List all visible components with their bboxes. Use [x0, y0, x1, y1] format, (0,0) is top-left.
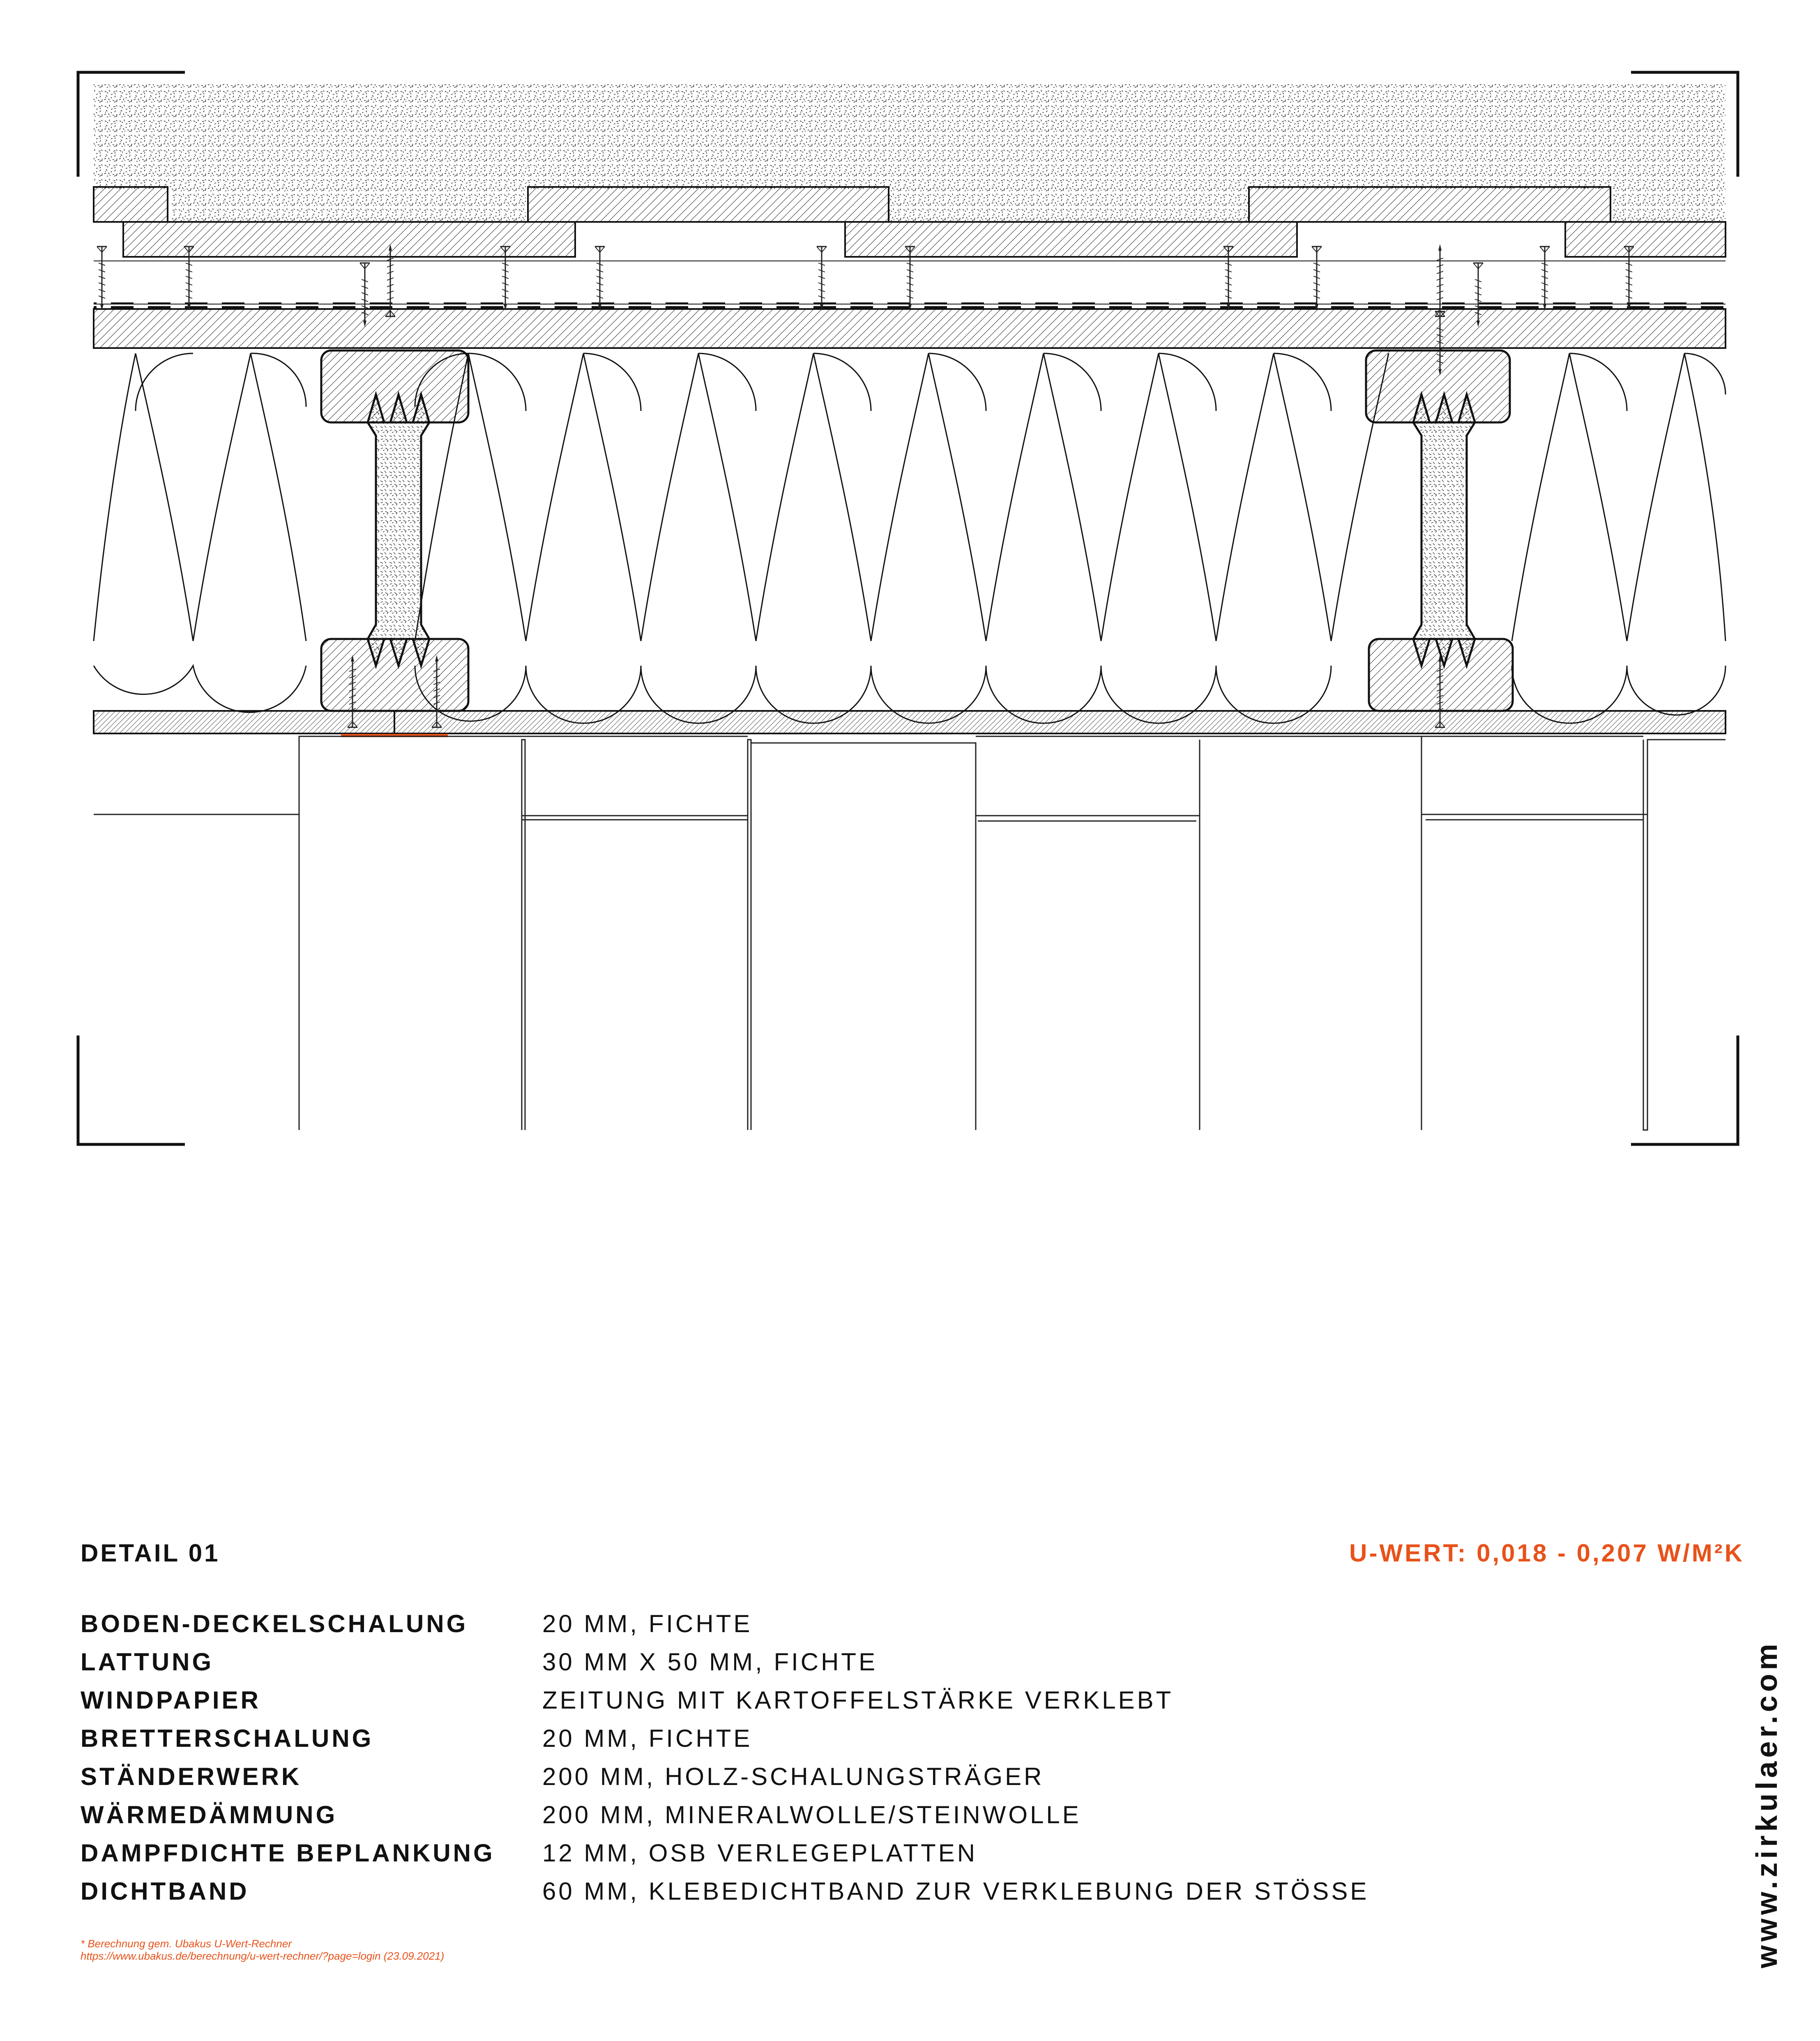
- layer-name: STÄNDERWERK: [81, 1763, 302, 1790]
- layer-spec: 60 MM, KLEBEDICHTBAND ZUR VERKLEBUNG DER STÖSSE: [542, 1877, 1369, 1905]
- table-row: [81, 1796, 1369, 1834]
- table-row: [81, 1605, 1369, 1643]
- table-row: [81, 1834, 1369, 1872]
- exterior-zone: [94, 84, 1726, 189]
- layer-spec: 200 MM, HOLZ-SCHALUNGSTRÄGER: [542, 1763, 1044, 1790]
- table-row: [81, 1719, 1369, 1757]
- staenderwerk-left: [321, 351, 468, 711]
- footnote: [81, 1937, 444, 1962]
- table-row: [81, 1681, 1369, 1719]
- table-row: [81, 1757, 1369, 1796]
- layer-name: BRETTERSCHALUNG: [81, 1725, 374, 1752]
- layer-spec: ZEITUNG MIT KARTOFFELSTÄRKE VERKLEBT: [542, 1686, 1174, 1714]
- dampfdichte-beplankung: [94, 711, 1726, 733]
- website-label[interactable]: www.zirkulaer.com: [1751, 1640, 1783, 1968]
- layer-spec: 12 MM, OSB VERLEGEPLATTEN: [542, 1839, 978, 1867]
- u-value-label: U-WERT: 0,018 - 0,207 W/M²K: [1349, 1539, 1744, 1567]
- detail-title: DETAIL 01: [81, 1539, 220, 1567]
- staenderwerk-right: [1366, 351, 1513, 711]
- footnote-line-1: * Berechnung gem. Ubakus U-Wert-Rechner: [81, 1937, 292, 1950]
- layer-name: DICHTBAND: [81, 1877, 249, 1905]
- layer-spec: 20 MM, FICHTE: [542, 1725, 753, 1752]
- crop-mark-bottom-left: [78, 1035, 185, 1144]
- table-row: [81, 1643, 1369, 1681]
- layer-spec-table: [81, 1605, 1369, 1910]
- layer-spec: 200 MM, MINERALWOLLE/STEINWOLLE: [542, 1801, 1081, 1829]
- layer-spec: 30 MM X 50 MM, FICHTE: [542, 1648, 878, 1676]
- layer-name: WINDPAPIER: [81, 1686, 261, 1714]
- table-row: [81, 1872, 1369, 1910]
- interior-elevation: [94, 736, 1726, 1130]
- layer-spec: 20 MM, FICHTE: [542, 1610, 753, 1637]
- layer-name: LATTUNG: [81, 1648, 214, 1676]
- layer-name: BODEN-DECKELSCHALUNG: [81, 1610, 468, 1637]
- footnote-source-link[interactable]: https://www.ubakus.de/berechnung/u-wert-rechner/?page=login (23.09.2021): [81, 1950, 445, 1962]
- layer-name: DAMPFDICHTE BEPLANKUNG: [81, 1839, 495, 1867]
- layer-name: WÄRMEDÄMMUNG: [81, 1801, 338, 1829]
